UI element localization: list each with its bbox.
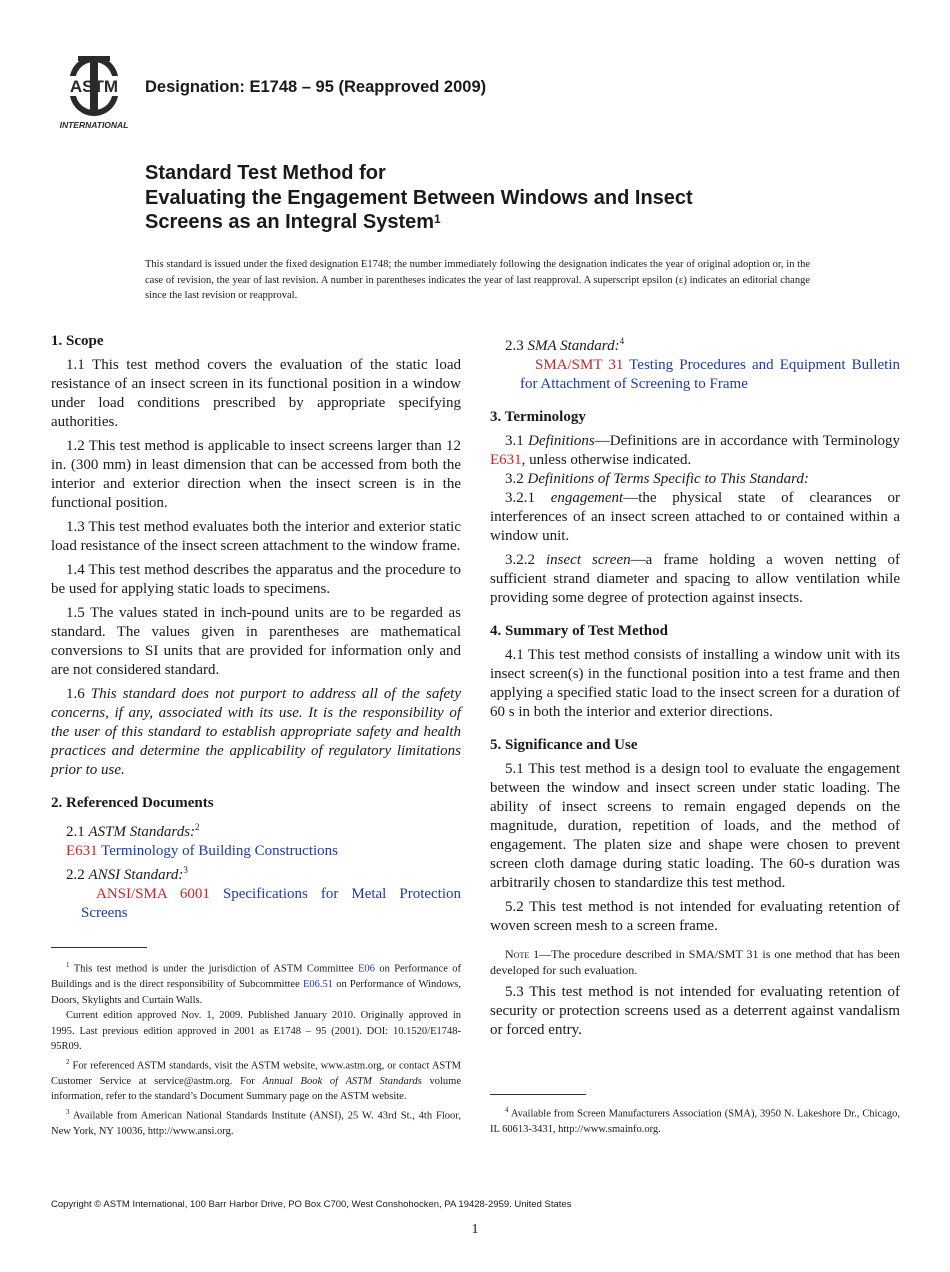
document-title	[145, 161, 865, 235]
left-column	[51, 332, 461, 923]
section-heading-summary: 4. Summary of Test Method	[490, 623, 668, 639]
title-footnote-mark: 1	[434, 212, 441, 226]
astm-logo	[52, 52, 136, 132]
footnote-2: $^2$ For referenced ASTM standards, visit the ASTM website, www.astm.org, or contact ASTM Customer Service at service@astm.org. For Annual Book of ASTM Standards volume information, refer to the standard’s Document Summary page on the ASTM website.	[51, 1057, 461, 1102]
svg-text:ASTM: ASTM	[69, 77, 119, 96]
footnote-link-e06[interactable]: E06	[358, 963, 375, 975]
para-3-2-2: 3.2.2 insect screen—a frame holding a woven netting of sufficient strand diameter and spacing to allow ventilation while providing some degree of protection against insects.	[490, 552, 900, 606]
reference-e631[interactable]	[51, 842, 461, 861]
reference-title[interactable]: Testing Procedures and Equipment Bulletin for Attachment of Screening to Frame	[520, 357, 900, 392]
para-1-5: 1.5 The values stated in inch-pound units are to be regarded as standard. The values given in parentheses are mathematical conversions to SI units that are provided for information only and are not considered standard.	[51, 605, 461, 678]
section-heading-scope: 1. Scope	[51, 333, 104, 349]
svg-text:INTERNATIONAL: INTERNATIONAL	[59, 120, 129, 130]
preamble: This standard is issued under the fixed designation E1748; the number immediately following the designation indicates the year of original adoption or, in the case of revision, the year of last revision. A number in parentheses indicates the year of last reapproval. A superscript epsilon (ε) indicates an editorial change since the last revision or reapproval.	[145, 259, 810, 301]
reference-code[interactable]: ANSI/SMA 6001	[96, 886, 210, 902]
para-3-2: 3.2 Definitions of Terms Specific to This Standard:	[505, 471, 809, 487]
para-5-1: 5.1 This test method is a design tool to evaluate the engagement between the window and insect screen under static loading. The ability of insect screens to remain engaged depends on the magnitude, duration, repetition of loads, and the method of engagement. The platen size and shape were chosen to prevent screen cloth damage during static loading. The 60-s duration was arbitrarily chosen to standardize this test method.	[490, 761, 900, 891]
footnote-3: $^3$ Available from American National Standards Institute (ANSI), 25 W. 43rd St., 4th Floor, New York, NY 10036, http://www.ansi.org.	[51, 1107, 461, 1137]
reference-title[interactable]: Terminology of Building Constructions	[97, 843, 339, 859]
para-1-2: 1.2 This test method is applicable to insect screens larger than 12 in. (300 mm) in least dimension that can be accessed from both the interior and exterior direction when the insect screen is in the functional position.	[51, 438, 461, 511]
para-3-1: 3.1 Definitions—Definitions are in accordance with Terminology E631, unless otherwise indicated.	[490, 433, 900, 468]
right-column	[490, 332, 900, 1040]
designation: Designation: E1748 – 95 (Reapproved 2009)	[145, 78, 487, 96]
reference-sma-smt-31[interactable]	[490, 356, 900, 394]
section-heading-significance: 5. Significance and Use	[490, 737, 638, 753]
title-line-1: Standard Test Method for	[145, 162, 386, 184]
section-heading-referenced-documents: 2. Referenced Documents	[51, 795, 214, 811]
para-1-3: 1.3 This test method evaluates both the interior and exterior static load resistance of the insect screen attachment to the window frame.	[51, 519, 461, 554]
para-4-1: 4.1 This test method consists of installing a window unit with its insect screen(s) in the functional position into a test frame and then applying a specified static load to the insect screen for a duration of 60 s in both the interior and exterior directions.	[490, 647, 900, 720]
title-line-3: Screens as an Integral System$^1$	[145, 211, 441, 233]
footnote-1-edition: Current edition approved Nov. 1, 2009. Published January 2010. Originally approved in 1995. Last previous edition approved in 2001 as E1748 – 95 (2001). DOI: 10.1520/E1748-95R09.	[51, 1010, 461, 1052]
section-heading-terminology: 3. Terminology	[490, 409, 586, 425]
para-5-2: 5.2 This test method is not intended for evaluating retention of woven screen mesh to a screen frame.	[490, 899, 900, 934]
copyright-line: Copyright © ASTM International, 100 Barr Harbor Drive, PO Box C700, West Conshohocken, PA 19428-2959. United States	[51, 1199, 572, 1210]
reference-code[interactable]: E631	[66, 843, 98, 859]
title-line-2: Evaluating the Engagement Between Windows and Insect	[145, 186, 693, 209]
note-1: Note 1—The procedure described in SMA/SMT 31 is one method that has been developed for such evaluation.	[490, 947, 900, 977]
para-3-2-1: 3.2.1 engagement—the physical state of clearances or interferences of an insect screen attached to or contained within a window unit.	[490, 490, 900, 544]
reference-ansi-sma-6001[interactable]	[51, 885, 461, 923]
page-number: 1	[471, 1222, 479, 1237]
footnote-4: $^4$ Available from Screen Manufacturers Association (SMA), 3950 N. Lakeshore Dr., Chicago, IL 60613-3431, http://www.smainfo.org.	[490, 1106, 900, 1135]
link-e631[interactable]: E631	[490, 452, 522, 468]
reference-title[interactable]: Specifications for Metal Protection Screens	[81, 886, 462, 921]
para-1-1: 1.1 This test method covers the evaluation of the static load resistance of an insect screen in its functional position in a window under load conditions prescribed by appropriate specifying authorities.	[51, 357, 461, 430]
footnote-rule	[51, 947, 147, 948]
footnote-1: $^1$ This test method is under the jurisdiction of ASTM Committee E06 on Performance of Buildings and is the direct responsibility of Subcommittee E06.51 on Performance of Windows, Doors, Skylights and Curtain Walls.	[51, 961, 461, 1006]
para-2-3: 2.3 SMA Standard:$^4$	[505, 336, 625, 354]
reference-code[interactable]: SMA/SMT 31	[535, 357, 624, 373]
para-2-2: 2.2 ANSI Standard:$^3$	[66, 865, 188, 883]
para-1-6: 1.6 This standard does not purport to address all of the safety concerns, if any, associated with its use. It is the responsibility of the user of this standard to establish appropriate safety and health practices and determine the applicability of regulatory limitations prior to use.	[51, 686, 461, 778]
footnote-rule	[490, 1094, 586, 1095]
footnote-link-e0651[interactable]: E06.51	[302, 979, 334, 990]
right-footnotes	[490, 1103, 900, 1138]
para-1-4: 1.4 This test method describes the apparatus and the procedure to be used for applying static loads to specimens.	[51, 562, 461, 597]
left-footnotes	[51, 958, 461, 1139]
para-5-3: 5.3 This test method is not intended for evaluating retention of security or protection screens used as a deterrent against vandalism or forced entry.	[490, 984, 900, 1038]
para-2-1: 2.1 ASTM Standards:$^2$	[66, 822, 200, 840]
